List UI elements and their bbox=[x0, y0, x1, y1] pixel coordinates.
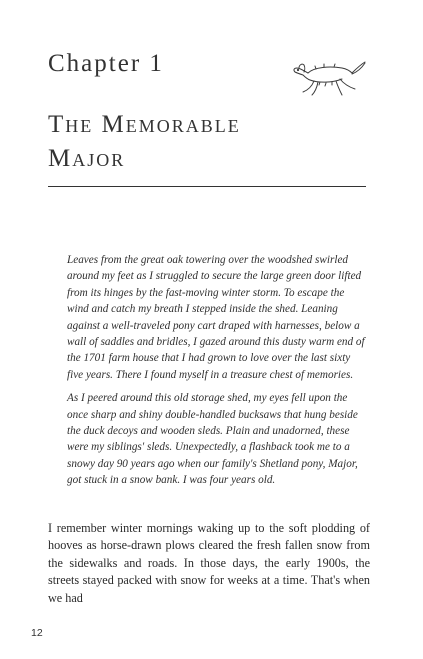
body-text bbox=[48, 520, 370, 607]
title-divider bbox=[48, 186, 366, 187]
chapter-title-line-2: Major bbox=[48, 145, 126, 172]
chapter-label: Chapter 1 bbox=[48, 50, 164, 77]
chapter-title-line-1: The Memorable bbox=[48, 111, 241, 138]
italic-excerpt bbox=[67, 252, 367, 496]
body-paragraph: I remember winter mornings waking up to the soft plodding of hooves as horse-drawn plows cleared the fresh fallen snow from the sidewalks and roads. In those days, the early 1900s, the streets stayed packed with snow for weeks at a time. That's when we had bbox=[48, 521, 370, 605]
page-number: 12 bbox=[31, 627, 43, 639]
running-dog-icon bbox=[290, 53, 368, 97]
excerpt-paragraph: Leaves from the great oak towering over the woodshed swirled around my feet as I struggled to secure the large green door lifted from its hinges by the fast-moving winter storm. To escape the wind and catch my breath I stepped inside the shed. Leaning against a well-traveled pony cart draped with harnesses, below a wall of saddles and bridles, I gazed around this dusty warm end of the 1701 farm house that I had grown to love over the last sixty five years. There I found myself in a treasure chest of memories. bbox=[67, 254, 365, 381]
excerpt-paragraph: As I peered around this old storage shed, my eyes fell upon the once sharp and shiny double-handled bucksaws that hung beside the duck decoys and wooden sleds. Plain and unadorned, these were my siblings' sleds. Unexpectedly, a flashback took me to a snowy day 90 years ago when our family's Shetland pony, Major, got stuck in a snow bank. I was four years old. bbox=[67, 392, 358, 487]
chapter-title bbox=[48, 108, 378, 176]
